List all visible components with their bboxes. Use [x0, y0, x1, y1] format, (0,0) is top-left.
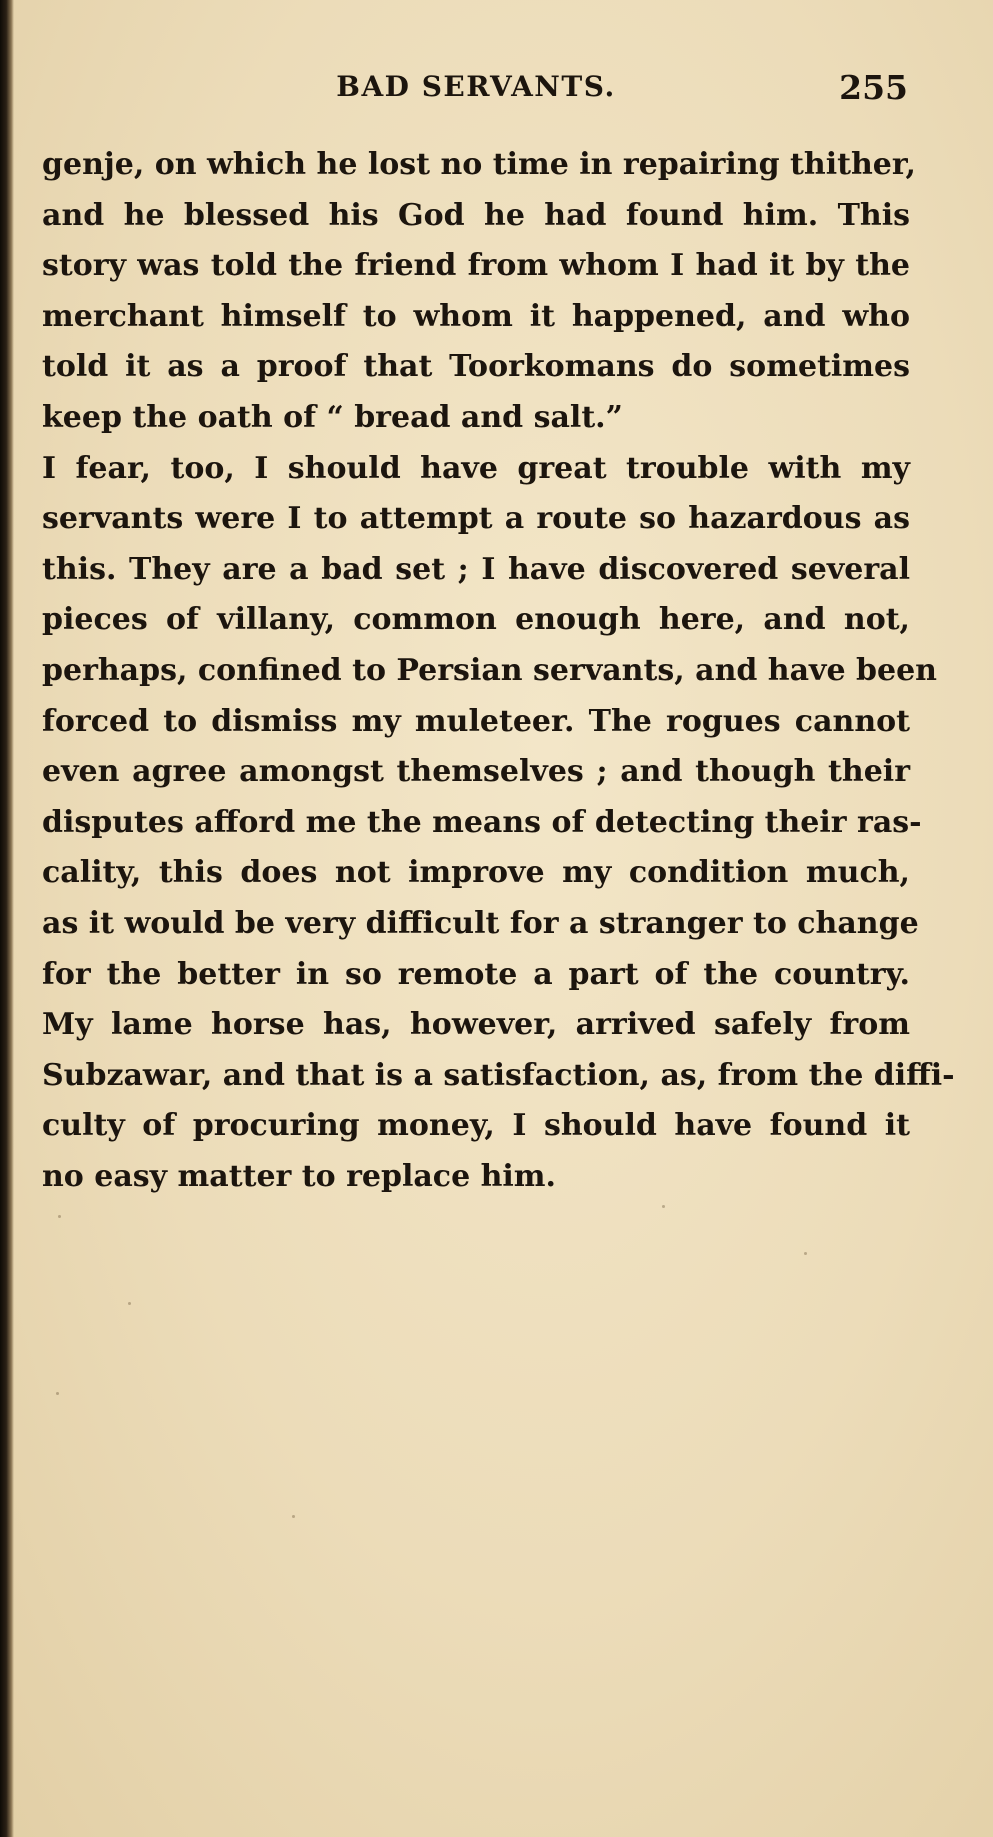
body-text [42, 140, 955, 1202]
text-line: servants were I to attempt a route so hazardous as [42, 501, 910, 537]
running-head-title: BAD SERVANTS. [336, 70, 616, 103]
text-line: keep the oath of “ bread and salt.” [42, 399, 623, 435]
text-line: perhaps, confined to Persian servants, and have been [42, 652, 937, 688]
text-line: this. They are a bad set ; I have discovered several [42, 551, 910, 587]
text-line: story was told the friend from whom I had it by the [42, 248, 910, 284]
text-line: told it as a proof that Toorkomans do sometimes [42, 349, 910, 385]
text-line: Subzawar, and that is a satisfaction, as, from the diffi- [42, 1057, 955, 1093]
paper-speck [58, 1215, 61, 1218]
paper-speck [128, 1302, 131, 1305]
text-line: merchant himself to whom it happened, and who [42, 298, 910, 334]
binding-edge [0, 0, 14, 1837]
text-line: cality, this does not improve my condition much, [42, 855, 910, 891]
text-line: even agree amongst themselves ; and though their [42, 754, 910, 790]
running-head [44, 70, 908, 114]
text-line: and he blessed his God he had found him. This [42, 197, 910, 233]
text-line: as it would be very difficult for a stranger to change [42, 905, 919, 941]
paper-speck [56, 1392, 59, 1395]
text-line: My lame horse has, however, arrived safely from [42, 1007, 910, 1043]
text-line: disputes afford me the means of detecting their ras- [42, 804, 922, 840]
text-line: forced to dismiss my muleteer. The rogues cannot [42, 703, 910, 739]
text-line: for the better in so remote a part of the country. [42, 956, 910, 992]
page-number: 255 [839, 68, 908, 107]
paper-speck [804, 1252, 807, 1255]
text-line: pieces of villany, common enough here, and not, [42, 602, 910, 638]
paper-speck [662, 1205, 665, 1208]
text-line: culty of procuring money, I should have found it [42, 1108, 910, 1144]
paper-speck [292, 1515, 295, 1518]
text-line: no easy matter to replace him. [42, 1158, 556, 1194]
text-line: genje, on which he lost no time in repairing thither, [42, 147, 916, 182]
text-line: I fear, too, I should have great trouble with my [42, 450, 910, 486]
